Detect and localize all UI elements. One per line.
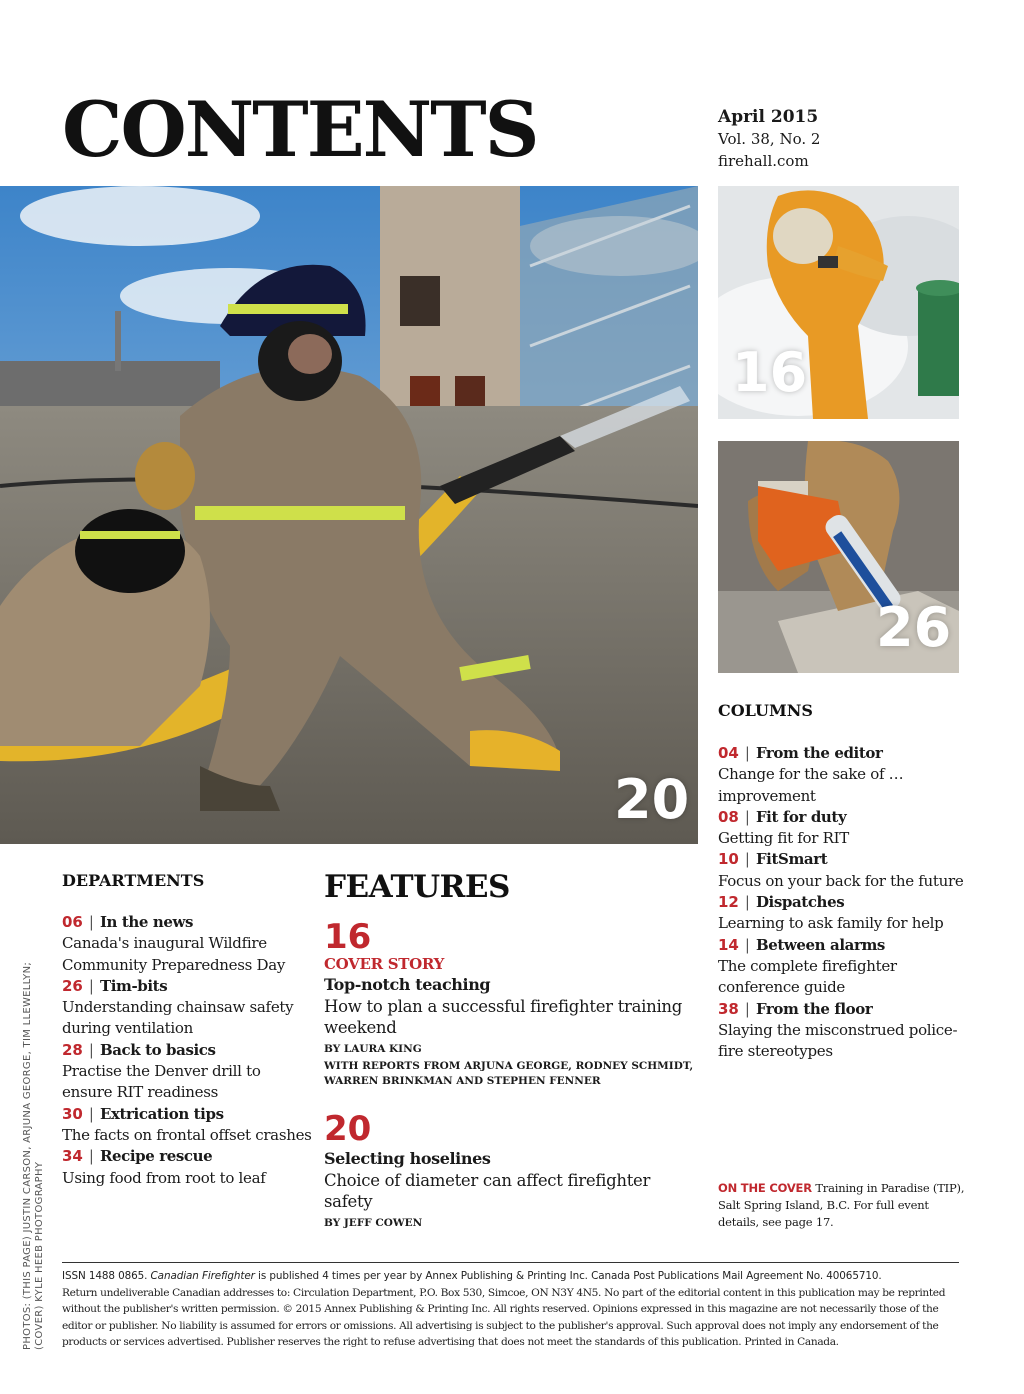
publication-line xyxy=(62,1268,962,1285)
columns-heading: COLUMNS xyxy=(718,701,813,720)
issue-info xyxy=(718,106,820,172)
list-item[interactable]: 30 | Extrication tips The facts on frontal offset crashes xyxy=(62,1104,312,1147)
cover-note-text: Training in Paradise (TIP), Salt Spring Island, B.C. For full event details, see page 17. xyxy=(718,1181,965,1229)
feature-hoselines[interactable] xyxy=(324,1109,694,1231)
list-item[interactable]: 04 | From the editor Change for the sake of … improvement xyxy=(718,743,968,807)
hazmat-photo[interactable] xyxy=(718,186,959,419)
page-number: 04 xyxy=(718,744,739,762)
item-title: Fit for duty xyxy=(755,807,847,826)
item-desc: Practise the Denver drill to ensure RIT readiness xyxy=(62,1062,261,1102)
magazine-name: Canadian Firefighter xyxy=(150,1270,255,1282)
legal-text: Return undeliverable Canadian addresses to: Circulation Department, P.O. Box 530, Simcoe, ON N3Y 4N5. No part of the editorial content in this publication may be reprinted without the publisher's written permission. © 2015 Annex Publishing & Printing Inc. All rights reserved. Opinions expressed in this magazine are not necessarily those of the editor or publisher. No liability is assumed for errors or omissions. All advertising is subject to the publisher's approval. Such approval does not imply any endorsement of the products or services advertised. Publisher reserves the right to refuse advertising that does not meet the standards of this publication. Printed in Canada. xyxy=(62,1286,946,1348)
list-item[interactable]: 28 | Back to basics Practise the Denver drill to ensure RIT readiness xyxy=(62,1040,312,1104)
item-title: Dispatches xyxy=(755,893,845,912)
departments-heading: DEPARTMENTS xyxy=(62,871,205,890)
issue-date: April 2015 xyxy=(718,107,819,127)
publication-info: is published 4 times per year by Annex Publishing & Printing Inc. Canada Post Publications Mail Agreement No. 40065710. xyxy=(258,1270,882,1282)
list-item[interactable]: 14 | Between alarms The complete firefighter conference guide xyxy=(718,935,968,999)
feature-byline: BY JEFF COWEN xyxy=(324,1217,423,1229)
page-number: 28 xyxy=(62,1040,83,1059)
features-heading: FEATURES xyxy=(324,869,510,905)
photo-credits-line: (COVER) KYLE HEEB PHOTOGRAPHY xyxy=(34,1161,45,1350)
page-number: 30 xyxy=(62,1104,83,1123)
feature-title: Top-notch teaching xyxy=(324,975,491,994)
page-title: CONTENTS xyxy=(62,85,538,174)
list-item[interactable]: 06 | In the news Canada's inaugural Wildfire Community Preparedness Day xyxy=(62,912,312,976)
footer-divider xyxy=(62,1262,959,1263)
item-title: In the news xyxy=(99,913,194,931)
page-number: 06 xyxy=(62,913,83,931)
item-title: Back to basics xyxy=(99,1040,216,1059)
cover-note-label: ON THE COVER xyxy=(718,1181,812,1195)
item-title: Between alarms xyxy=(755,935,885,954)
item-title: From the editor xyxy=(755,744,883,762)
item-desc: Canada's inaugural Wildfire Community Preparedness Day xyxy=(62,934,286,974)
list-item[interactable]: 38 | From the floor Slaying the misconstrued police-fire stereotypes xyxy=(718,999,968,1063)
page-number: 14 xyxy=(718,935,739,954)
feature-page-number: 16 xyxy=(324,917,372,957)
item-desc: The complete firefighter conference guide xyxy=(718,956,897,997)
feature-desc: How to plan a successful firefighter training weekend xyxy=(324,997,683,1037)
chainsaw-photo[interactable] xyxy=(718,441,959,673)
page-number: 12 xyxy=(718,893,739,912)
feature-title: Selecting hoselines xyxy=(324,1149,491,1168)
list-item[interactable]: 26 | Tim-bits Understanding chainsaw safety during ventilation xyxy=(62,976,312,1040)
item-desc: Slaying the misconstrued police-fire stereotypes xyxy=(718,1020,958,1061)
publication-notice xyxy=(62,1268,962,1351)
item-title: FitSmart xyxy=(755,850,828,869)
cover-note xyxy=(718,1180,968,1231)
page-number: 08 xyxy=(718,807,739,826)
departments-list xyxy=(62,912,312,1189)
issn: ISSN 1488 0865. xyxy=(62,1270,148,1282)
item-desc: Getting fit for RIT xyxy=(718,829,849,848)
feature-kicker: COVER STORY xyxy=(324,955,444,973)
list-item[interactable]: 12 | Dispatches Learning to ask family for help xyxy=(718,892,968,935)
list-item[interactable]: 34 | Recipe rescue Using food from root to leaf xyxy=(62,1146,312,1189)
feature-cover-story[interactable] xyxy=(324,917,694,1089)
feature-desc: Choice of diameter can affect firefighter safety xyxy=(324,1171,651,1211)
item-desc: Change for the sake of … improvement xyxy=(718,765,904,805)
list-item[interactable]: 10 | FitSmart Focus on your back for the future xyxy=(718,849,968,892)
page-number: 34 xyxy=(62,1147,83,1166)
firefighters-hose-photo-icon xyxy=(0,186,698,844)
main-photo-number: 20 xyxy=(614,768,690,831)
item-title: Recipe rescue xyxy=(99,1147,213,1166)
item-desc: Focus on your back for the future xyxy=(718,871,964,890)
hazmat-photo-number: 16 xyxy=(732,341,808,404)
photo-credits xyxy=(22,930,46,1350)
chainsaw-photo-number: 26 xyxy=(876,596,952,659)
page-number: 38 xyxy=(718,999,739,1018)
page-number: 26 xyxy=(62,976,83,995)
main-photo[interactable] xyxy=(0,186,698,844)
site-link[interactable]: firehall.com xyxy=(718,152,809,170)
feature-reports: WITH REPORTS FROM ARJUNA GEORGE, RODNEY SCHMIDT, WARREN BRINKMAN AND STEPHEN FENNER xyxy=(324,1060,694,1087)
item-desc: Learning to ask family for help xyxy=(718,914,944,933)
issue-volume: Vol. 38, No. 2 xyxy=(718,130,821,148)
feature-byline: BY LAURA KING xyxy=(324,1043,422,1055)
list-item[interactable]: 08 | Fit for duty Getting fit for RIT xyxy=(718,807,968,850)
item-title: Tim-bits xyxy=(99,976,168,995)
photo-credits-line: PHOTOS: (THIS PAGE) JUSTIN CARSON, ARJUNA GEORGE, TIM LLEWELLYN; xyxy=(22,961,33,1350)
item-desc: Understanding chainsaw safety during ventilation xyxy=(62,998,294,1038)
item-desc: Using food from root to leaf xyxy=(62,1168,266,1187)
item-title: Extrication tips xyxy=(99,1104,224,1123)
page-number: 10 xyxy=(718,850,739,869)
item-title: From the floor xyxy=(755,999,873,1018)
columns-list xyxy=(718,743,968,1062)
item-desc: The facts on frontal offset crashes xyxy=(62,1125,312,1144)
feature-page-number: 20 xyxy=(324,1109,372,1149)
